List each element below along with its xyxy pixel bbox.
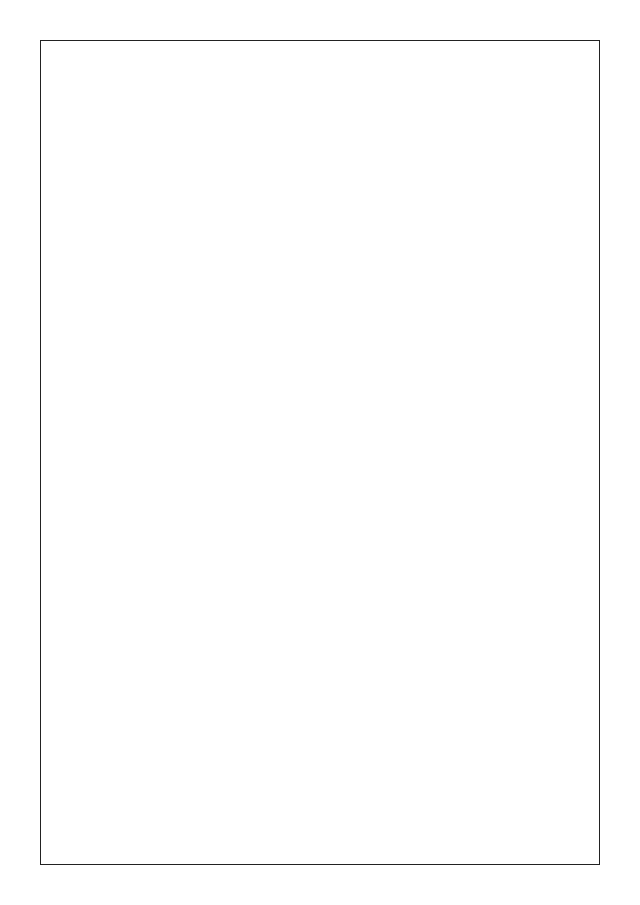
rotated-table-area	[40, 40, 600, 865]
